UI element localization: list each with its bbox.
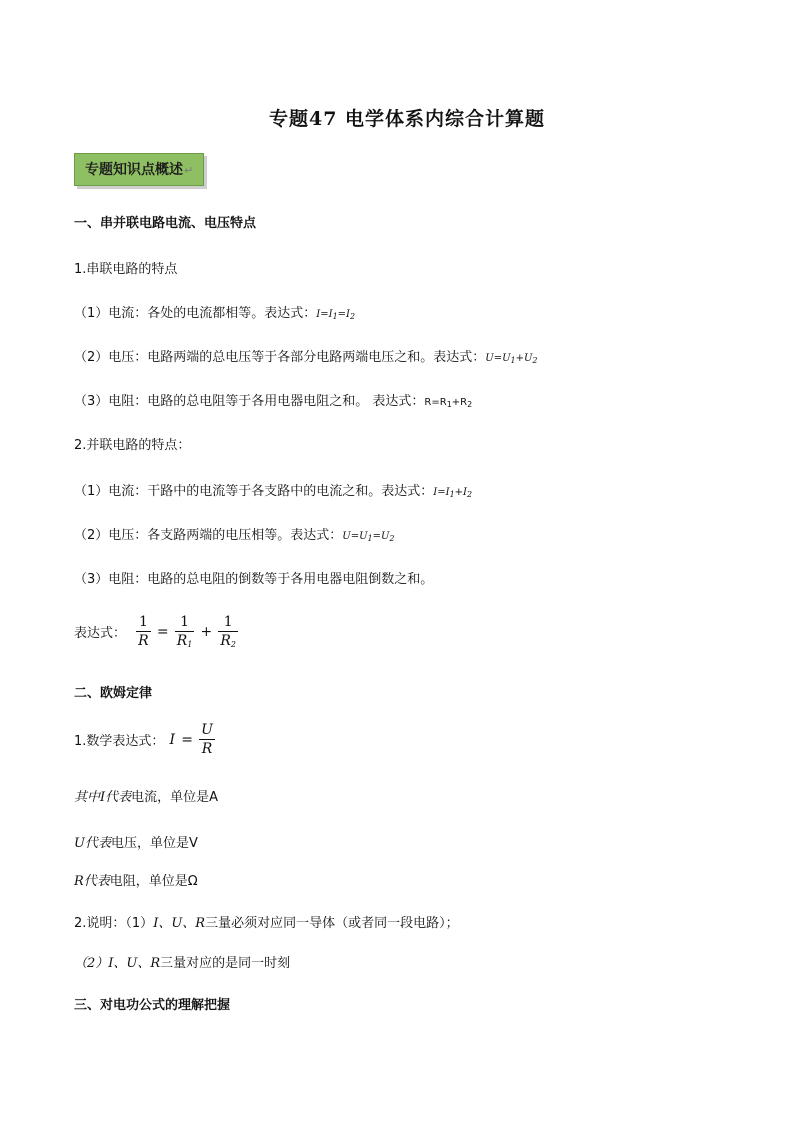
page-title: 专题47 电学体系内综合计算题 [268,108,546,130]
section-badge [74,153,204,186]
note-2-line [74,952,290,971]
section-badge-label: 专题知识点概述 [85,162,183,178]
current-definition-line [74,786,218,805]
heading-ohms-law: 二、欧姆定律 [74,686,153,701]
parallel-voltage-formula: $U=U_1=U_2$ [342,531,395,543]
current-definition-text: 电流，单位是A [131,790,219,805]
heading-electric-work: 三、对电功公式的理解把握 [74,998,231,1013]
note-1-quantities: I、U、R [153,916,206,931]
note-1-line [74,912,459,931]
series-resistance-line [74,390,472,409]
expression-label: 表达式： [74,626,127,641]
section-badge-wrap [74,153,204,186]
note-2-text: 三量对应的是同一时刻 [160,956,291,971]
fraction-1-over-r: $\frac{1}{R}$ [138,614,149,649]
series-title: 1.串联电路的特点 [74,262,178,277]
series-current-line [74,302,355,321]
resistance-definition-text: 电阻，单位是Ω [109,874,198,889]
fraction-1-over-r1: $\frac{1}{R_1}$ [176,614,193,649]
fraction-u-over-r: $\frac{U}{R}$ [201,722,213,757]
heading-series-parallel: 一、串并联电路电流、电压特点 [74,216,257,231]
resistance-definition-line [74,870,198,889]
voltage-definition-line [74,832,198,851]
note-2-quantities: I、U、R [108,956,161,971]
voltage-definition-italic: U代表 [74,836,111,851]
series-voltage-line [74,346,538,365]
parallel-title: 2.并联电路的特点： [74,438,191,453]
ohms-law-formula-label: 1.数学表达式： [74,734,165,749]
parallel-current-formula: $I=I_1+I_2$ [433,487,473,499]
note-1-text: 三量必须对应同一导体（或者同一段电路）； [205,916,459,931]
series-resistance-formula: $R=R_1+R_2$ [424,397,473,409]
resistance-definition-italic: R代表 [74,874,110,889]
note-1-prefix: 2.说明：（1） [74,916,154,931]
series-voltage-text: （2）电压：电路两端的总电压等于各部分电路两端电压之和。表达式： [74,350,486,365]
parallel-resistance-line: （3）电阻：电路的总电阻的倒数等于各用电器电阻倒数之和。 [74,572,434,587]
parallel-resistance-expression: 表达式： $\frac{1}{R}$ = $\frac{1}{R_1}$ + $\frac{1}{R_2}$ [74,614,237,649]
parallel-voltage-text: （2）电压：各支路两端的电压相等。表达式： [74,528,343,543]
voltage-definition-text: 电压，单位是V [110,836,198,851]
parallel-current-text: （1）电流：干路中的电流等于各支路中的电流之和。表达式： [74,484,434,499]
parallel-voltage-line [74,524,395,543]
return-mark-icon: ↵ [184,164,194,177]
note-2-prefix: （2） [74,956,109,971]
ohms-law-formula-line: 1.数学表达式： I = $\frac{U}{R}$ [74,722,213,757]
current-definition-italic: 其中I代表 [74,790,132,805]
parallel-current-line [74,480,472,499]
fraction-1-over-r2: $\frac{1}{R_2}$ [220,614,237,649]
series-voltage-formula: $U=U_1+U_2$ [485,353,538,365]
series-current-formula: $I=I_1=I_2$ [316,309,356,321]
series-current-text: （1）电流：各处的电流都相等。表达式： [74,306,317,321]
series-resistance-text: （3）电阻：电路的总电阻等于各用电器电阻之和。 表达式： [74,394,425,409]
